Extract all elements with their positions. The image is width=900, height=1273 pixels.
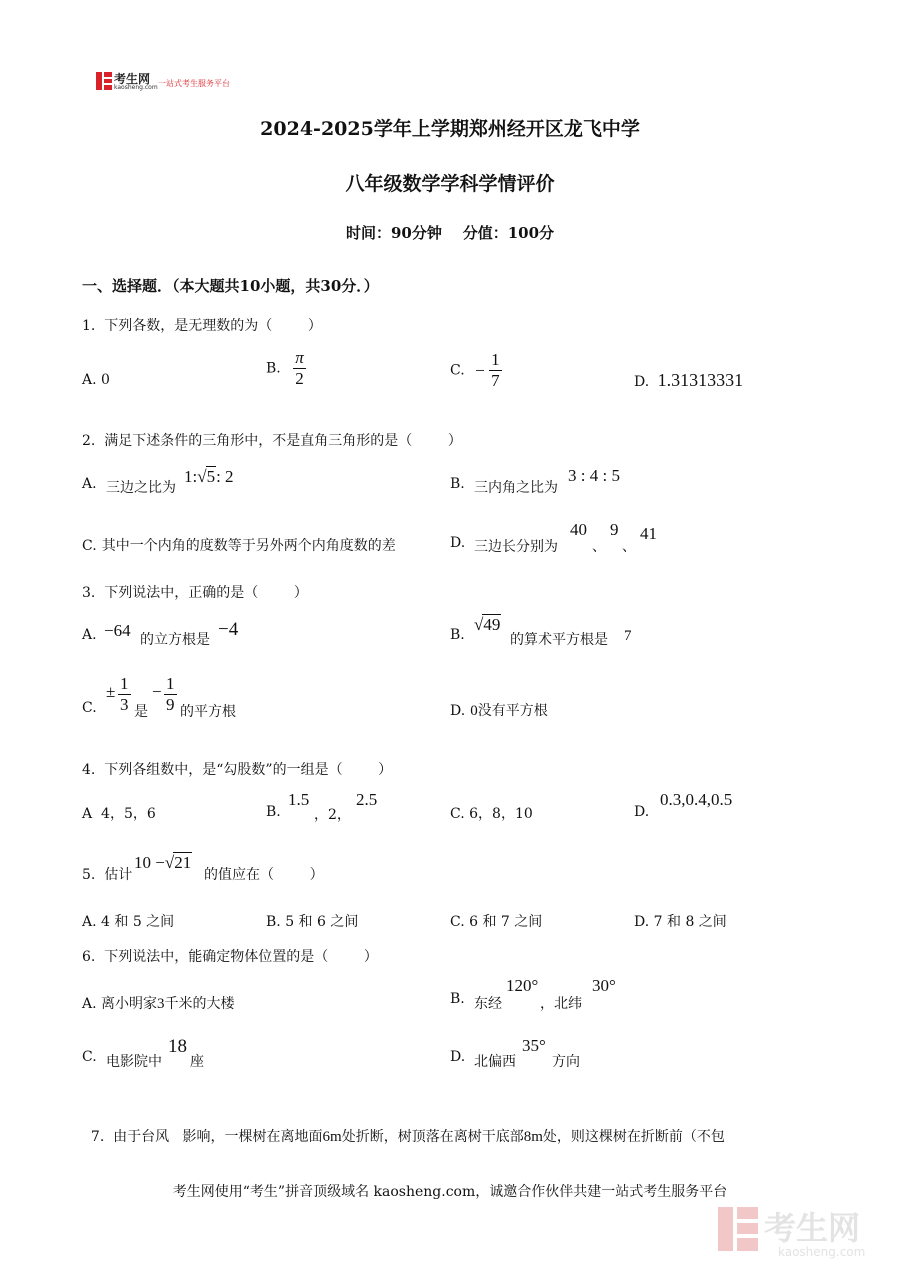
question-1-stem: 1. 下列各数，是无理数的为（ ） xyxy=(82,318,322,334)
question-6-stem: 6. 下列说法中，能确定物体位置的是（ ） xyxy=(82,949,378,965)
time-score-info: 时间：90分钟 分值：100分 xyxy=(345,224,555,242)
question-4-option-c: C. 6，8，10 xyxy=(450,806,533,822)
question-3-option-a: A. −64 的立方根是 −4 xyxy=(82,619,239,648)
section-heading: 一、选择题．（本大题共10小题，共30分．） xyxy=(82,277,379,295)
question-5-option-b: B. 5 和 6 之间 xyxy=(266,914,359,930)
question-2-option-c: C. 其中一个内角的度数等于另外两个内角度数的差 xyxy=(82,538,396,554)
exam-title: 2024-2025学年上学期郑州经开区龙飞中学 xyxy=(260,118,640,140)
watermark-domain: kaosheng.com xyxy=(778,1245,866,1259)
question-1-option-d: D. 1.31313331 xyxy=(634,370,744,390)
question-6-option-a: A. 离小明家3千米的大楼 xyxy=(82,996,235,1012)
question-3-option-b: B. √49 的算术平方根是 7 xyxy=(450,615,632,648)
logo-name: 考生网 xyxy=(114,72,151,86)
footer-text: 考生网使用“考生”拼音顶级域名 kaosheng.com，诚邀合作伙伴共建一站式考生服务平台 xyxy=(172,1184,728,1200)
watermark-logo-icon xyxy=(718,1207,758,1251)
question-6-option-b: B. 东经 120° ，北纬 30° xyxy=(450,976,616,1012)
question-1-option-a: A. 0 xyxy=(82,372,110,388)
logo-domain: kaosheng.com xyxy=(114,84,158,91)
watermark-logo xyxy=(718,1203,888,1261)
logo-slogan: 一站式考生服务平台 xyxy=(158,79,230,88)
question-1-option-b: B. $\frac{\pi}{2}$ xyxy=(266,348,304,388)
question-3-option-c: C. ± $\frac{1}{3}$ 是 − $\frac{1}{9}$ 的平方根 xyxy=(82,674,236,720)
question-2-stem: 2. 满足下述条件的三角形中，不是直角三角形的是（ ） xyxy=(82,433,462,449)
question-4-option-b: B. 1.5 ，2， 2.5 xyxy=(266,790,378,823)
watermark-name: 考生网 xyxy=(764,1209,861,1247)
question-2-option-d: D. 三边长分别为 40 、 9 、 41 xyxy=(450,520,657,555)
question-4-option-a: A 4，5，6 xyxy=(82,806,156,822)
kaosheng-logo-icon xyxy=(96,72,112,90)
question-4-option-d: D. 0.3,0.4,0.5 xyxy=(634,790,733,820)
question-5-stem: 5. 估计 10 −√21 的值应在（ ） xyxy=(82,853,324,883)
question-2-option-a: A. 三边之比为 1:√5: 2 xyxy=(82,467,234,496)
exam-subtitle: 八年级数学学科学情评价 xyxy=(345,173,555,195)
question-6-option-d: D. 北偏西 35° 方向 xyxy=(450,1036,580,1070)
question-6-option-c: C. 电影院中 18 座 xyxy=(82,1036,204,1070)
question-3-stem: 3. 下列说法中，正确的是（ ） xyxy=(82,585,308,601)
question-7-stem: 7. 由于台风 影响，一棵树在离地面6m处折断，树顶落在离树干底部8m处，则这棵树在折断前（不包 xyxy=(90,1129,725,1145)
question-5-option-d: D. 7 和 8 之间 xyxy=(634,914,727,930)
question-5-option-a: A. 4 和 5 之间 xyxy=(82,914,175,930)
question-1-option-c: C. − $\frac{1}{7}$ xyxy=(450,350,500,390)
question-2-option-b: B. 三内角之比为 3 : 4 : 5 xyxy=(450,466,620,496)
question-4-stem: 4. 下列各组数中，是“勾股数”的一组是（ ） xyxy=(82,762,393,778)
question-5-option-c: C. 6 和 7 之间 xyxy=(450,914,543,930)
question-3-option-d: D. 0没有平方根 xyxy=(450,703,548,719)
